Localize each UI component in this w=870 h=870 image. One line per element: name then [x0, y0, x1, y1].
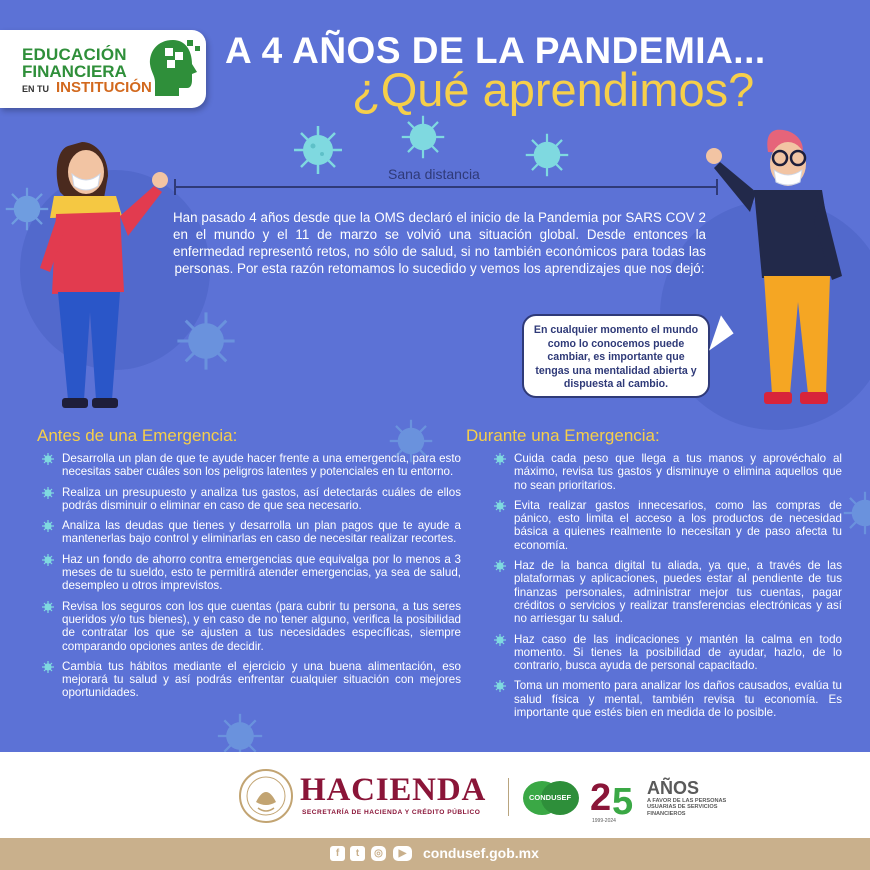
virus-bullet-icon: [42, 661, 54, 673]
virus-bullet-icon: [42, 601, 54, 613]
list-item: [42, 600, 461, 653]
mexico-seal-icon: [238, 768, 294, 824]
virus-icon: [400, 114, 446, 160]
logo-line-3-prefix: EN TU: [22, 84, 49, 94]
logo-line-1: EDUCACIÓN: [22, 45, 127, 64]
list-item-text: Haz caso de las indicaciones y mantén la calma en todo momento. Si tienes la posibilidad de ayudar, hazlo, de lo contrario, busca ayuda de personal capacitado.: [514, 632, 842, 673]
logo-line-2: FINANCIERA: [22, 62, 127, 81]
list-item-text: Haz de la banca digital tu aliada, ya que, a través de las plataformas y aplicaciones, puedes estar al pendiente de tus finanzas personales, administrar mejor tus cuentas, pagar créditos o servicios y realizar transferencias electrónicas y así no arriesgar tu salud.: [514, 559, 842, 626]
virus-icon: [842, 490, 870, 536]
hacienda-name: HACIENDA: [300, 772, 487, 808]
list-item-text: Revisa los seguros con los que cuentas (para cubrir tu persona, a tus seres queridos y/o tus bienes), y en caso de no tener alguno, verifica la posibilidad de contratar los que se ajusten a tus necesidades específicas, siempre comparando opciones antes de decidir.: [62, 599, 461, 653]
speech-bubble-text: En cualquier momento el mundo como lo conocemos puede cambiar, es importante que tengas una mentalidad abierta y dispuesta al cambio.: [533, 324, 699, 390]
list-item-text: Analiza las deudas que tienes y desarrolla un plan pagos que te ayude a mantenerlas bajo control y eliminarlas en caso de necesitar realizar recortes.: [62, 519, 461, 546]
list-item: [494, 452, 842, 492]
list-item: [494, 499, 842, 552]
virus-icon: [524, 132, 570, 178]
during-emergency-list: [494, 452, 842, 726]
virus-bullet-icon: [494, 453, 506, 465]
virus-icon: [175, 310, 237, 372]
youtube-icon[interactable]: ▶: [393, 846, 412, 861]
virus-bullet-icon: [42, 554, 54, 566]
list-item: [42, 486, 461, 513]
condusef-label: CONDUSEF: [529, 793, 572, 802]
virus-bullet-icon: [42, 487, 54, 499]
intro-paragraph: Han pasado 4 años desde que la OMS declaró el inicio de la Pandemia por SARS COV 2 en el mundo y el 11 de marzo se volvió una situación global. Desde entonces la enfermedad representó retos, no sólo de salud, si no también económicos para todas las personas. Por esta razón retomamos lo sucedido y vemos los aprendizajes que nos dejó:: [173, 210, 706, 276]
distance-label: Sana distancia: [388, 166, 480, 182]
distance-line-cap: [174, 179, 176, 195]
virus-bullet-icon: [494, 634, 506, 646]
svg-text:2: 2: [590, 777, 612, 819]
footer-divider: [508, 778, 509, 816]
anniversary-subtitle: A FAVOR DE LAS PERSONAS USUARIAS DE SERVICIOS FINANCIEROS: [647, 798, 727, 817]
virus-bullet-icon: [494, 560, 506, 572]
before-emergency-list: [42, 452, 461, 707]
list-item: [494, 633, 842, 673]
virus-bullet-icon: [494, 500, 506, 512]
twitter-icon[interactable]: t: [350, 846, 365, 861]
puzzle-head-icon: [145, 36, 203, 100]
virus-bullet-icon: [42, 520, 54, 532]
anniversary-25-icon: [588, 770, 640, 824]
virus-bullet-icon: [494, 680, 506, 692]
instagram-icon[interactable]: ◎: [371, 846, 386, 861]
logo-line-3-main: INSTITUCIÓN: [56, 79, 152, 96]
anniversary-years: 1999-2024: [592, 818, 616, 824]
before-emergency-title: Antes de una Emergencia:: [37, 426, 238, 445]
anniversary-title: AÑOS: [647, 778, 700, 798]
list-item: [42, 452, 461, 479]
distance-line-cap: [716, 179, 718, 195]
during-emergency-title: Durante una Emergencia:: [466, 426, 660, 445]
list-item: [494, 559, 842, 625]
woman-illustration: [26, 136, 176, 418]
list-item-text: Evita realizar gastos innecesarios, como las compras de pánico, esto limita el acceso a los productos de necesidad básica a quienes realmente lo necesitan y de paso afecta tu economía.: [514, 498, 842, 552]
list-item-text: Realiza un presupuesto y analiza tus gastos, así detectarás cuáles de ellos podrás disminuir o eliminar en caso de que sea necesario.: [62, 485, 461, 512]
list-item-text: Haz un fondo de ahorro contra emergencias que equivalga por lo menos a 3 meses de tu sueldo, esto te permitirá atender emergencias, ya sea de salud, desempleo u otros imprevistos.: [62, 552, 461, 593]
list-item: [494, 679, 842, 719]
list-item-text: Desarrolla un plan de que te ayude hacer frente a una emergencia, para esto necesitas saber cuáles son los peligros latentes y potenciales en tu entorno.: [62, 452, 461, 479]
list-item: [42, 553, 461, 593]
list-item-text: Cuida cada peso que llega a tus manos y aprovéchalo al máximo, revisa tus gastos y disminuye o elimina aquellos que no sean prioritarios.: [514, 452, 842, 492]
virus-bullet-icon: [42, 453, 54, 465]
svg-text:5: 5: [612, 781, 634, 823]
virus-icon: [292, 124, 344, 176]
list-item: [42, 660, 461, 700]
list-item-text: Cambia tus hábitos mediante el ejercicio y una buena alimentación, eso mejorará tu salud y así podrás enfrentar cualquier situación con mejores oportunidades.: [62, 659, 461, 700]
page-subtitle: ¿Qué aprendimos?: [352, 63, 755, 116]
hacienda-subtitle: SECRETARÍA DE HACIENDA Y CRÉDITO PÚBLICO: [302, 809, 481, 816]
distance-line: [175, 186, 717, 188]
list-item-text: Toma un momento para analizar los daños causados, evalúa tu salud física y mental, también revisa tu economía. Es importante que estés bien en medida de lo posible.: [514, 679, 842, 720]
website-link[interactable]: condusef.gob.mx: [423, 845, 539, 861]
facebook-icon[interactable]: f: [330, 846, 345, 861]
man-illustration: [702, 126, 852, 422]
list-item: [42, 519, 461, 546]
page-title: A 4 AÑOS DE LA PANDEMIA...: [225, 30, 766, 71]
